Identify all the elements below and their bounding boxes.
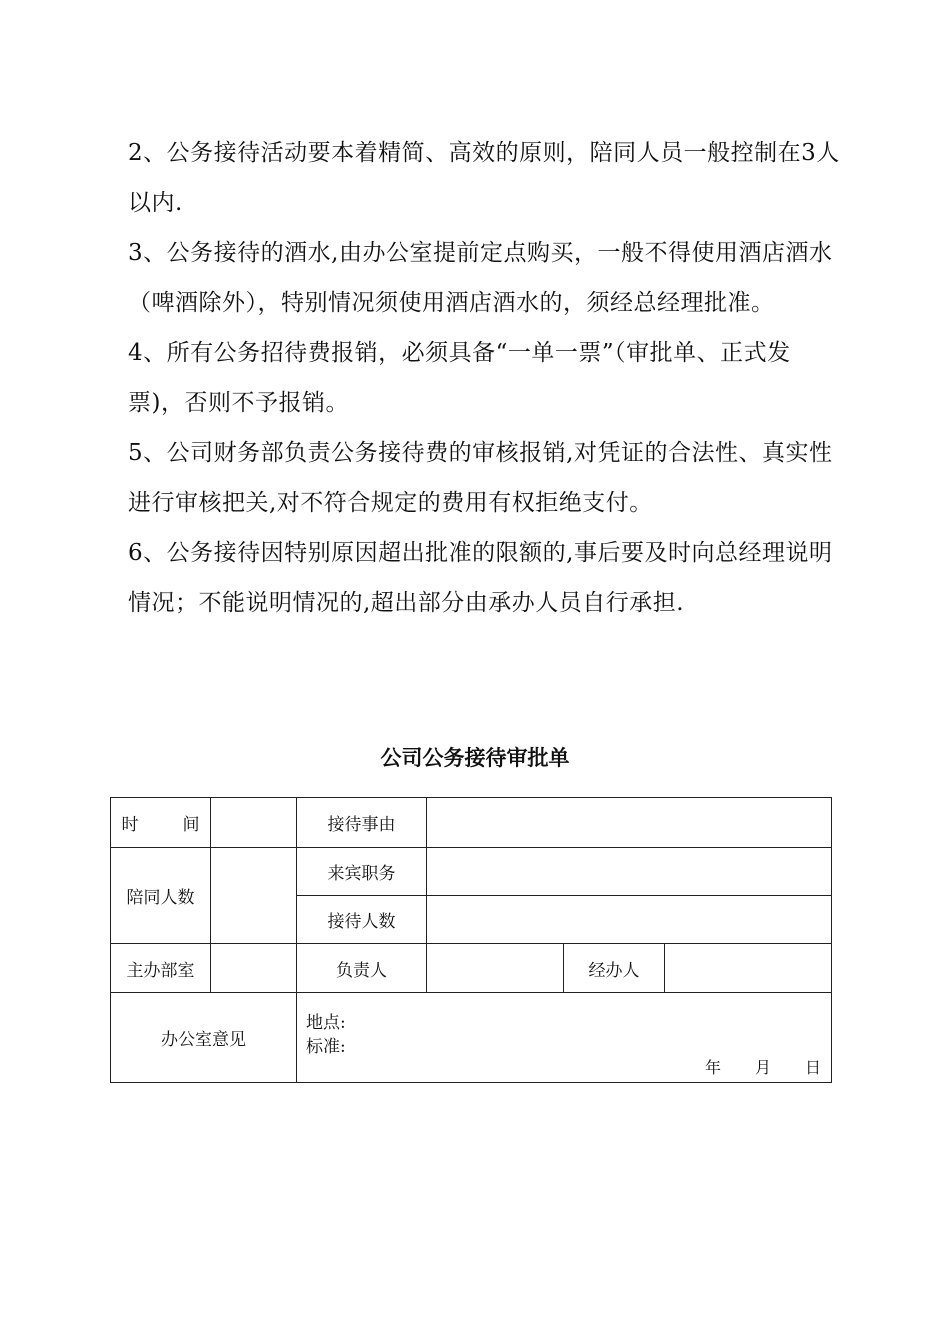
- time-label-char-2: 间: [182, 815, 200, 835]
- receptionist-count-value-cell[interactable]: [427, 896, 832, 944]
- time-label-cell: [111, 798, 211, 848]
- person-in-charge-label-cell: 负责人: [297, 944, 427, 993]
- receptionist-count-label-cell: 接待人数: [297, 896, 427, 944]
- form-row-time: [111, 798, 832, 848]
- approval-form-table: [110, 797, 832, 1083]
- companions-value-cell[interactable]: [211, 848, 297, 944]
- office-opinion-label-cell: 办公室意见: [111, 993, 297, 1083]
- date-month-label: 月: [754, 1058, 771, 1077]
- date-year-label: 年: [704, 1058, 721, 1077]
- host-dept-value-cell[interactable]: [211, 944, 297, 993]
- form-row-guest-title: [111, 848, 832, 896]
- regulation-paragraph-4: 4、所有公务招待费报销，必须具备“一单一票”（审批单、正式发票)，否则不予报销。: [128, 340, 791, 416]
- handler-value-cell[interactable]: [665, 944, 832, 993]
- date-line: [705, 1055, 821, 1078]
- location-label: 地点:: [306, 1013, 346, 1033]
- form-row-host-dept: [111, 944, 832, 993]
- handler-label-cell: 经办人: [564, 944, 665, 993]
- regulation-paragraph-5: 5、公司财务部负责公务接待费的审核报销,对凭证的合法性、真实性进行审核把关,对不符合规定的费用有权拒绝支付。: [128, 440, 833, 516]
- person-in-charge-value-cell[interactable]: [427, 944, 564, 993]
- form-title: 公司公务接待审批单: [380, 746, 570, 770]
- host-dept-label-cell: 主办部室: [111, 944, 211, 993]
- reason-label-cell: 接待事由: [297, 798, 427, 848]
- reason-value-cell[interactable]: [427, 798, 832, 848]
- time-value-cell[interactable]: [211, 798, 297, 848]
- regulation-paragraph-3: 3、公务接待的酒水,由办公室提前定点购买，一般不得使用酒店酒水（啤酒除外），特别情况须使用酒店酒水的，须经总经理批准。: [128, 240, 833, 316]
- opinion-fields: [306, 1011, 346, 1059]
- guest-title-label-cell: 来宾职务: [297, 848, 427, 896]
- regulation-paragraph-6: 6、公务接待因特别原因超出批准的限额的,事后要及时向总经理说明情况；不能说明情况的,超出部分由承办人员自行承担.: [128, 540, 833, 616]
- regulation-paragraph-2: 2、公务接待活动要本着精简、高效的原则，陪同人员一般控制在3人以内.: [128, 140, 840, 216]
- regulation-text: [128, 128, 840, 628]
- time-label-char-1: 时: [121, 815, 139, 835]
- date-day-label: 日: [805, 1058, 822, 1077]
- form-row-office-opinion: [111, 993, 832, 1083]
- guest-title-value-cell[interactable]: [427, 848, 832, 896]
- companions-label-cell: 陪同人数: [111, 848, 211, 944]
- standard-label: 标准:: [306, 1037, 346, 1057]
- office-opinion-value-cell[interactable]: [297, 993, 832, 1083]
